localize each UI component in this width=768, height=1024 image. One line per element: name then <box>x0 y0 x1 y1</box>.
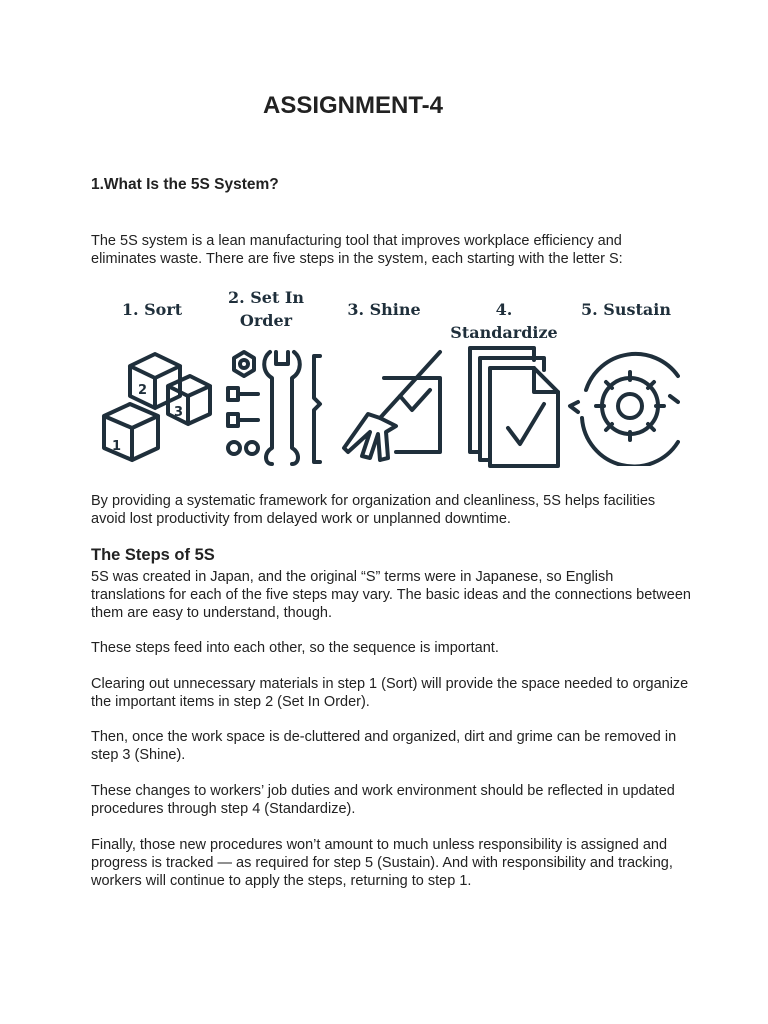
step-label-standardize: 4. Standardize <box>450 300 558 342</box>
body-paragraph-5: These changes to workers’ job duties and work environment should be reflected in updated procedures through step 4 (Standardize). <box>91 783 675 817</box>
body-paragraph-6: Finally, those new procedures won’t amount to much unless responsibility is assigned and progress is tracked — as required for step 5 (Sustain). And with responsibility and tracking, workers will continue to apply the steps, returning to step 1. <box>91 837 673 889</box>
step-label-shine: 3. Shine <box>347 300 421 319</box>
step-label-set-in-order: 2. Set In Order <box>227 288 305 330</box>
body-paragraph-1: 5S was created in Japan, and the original “S” terms were in Japanese, so English translations for each of the five steps may vary. The basic ideas and the connections between them are easy to understand, though. <box>91 569 691 621</box>
box-number-2: 2 <box>138 383 148 398</box>
steps-heading: The Steps of 5S <box>91 546 215 564</box>
body-paragraph-3: Clearing out unnecessary materials in step 1 (Sort) will provide the space needed to organize the important items in step 2 (Set In Order). <box>91 676 689 710</box>
intro-paragraph: The 5S system is a lean manufacturing tool that improves workplace efficiency and eliminates waste. There are five steps in the system, each starting with the letter S: <box>91 233 623 267</box>
gear-cycle-icon <box>566 346 680 466</box>
body-paragraph-4: Then, once the work space is de-cluttered and organized, dirt and grime can be removed in step 3 (Shine). <box>91 729 677 763</box>
framework-paragraph: By providing a systematic framework for organization and cleanliness, 5S helps facilities avoid lost productivity from delayed work or unplanned downtime. <box>91 493 656 527</box>
body-paragraph-2: These steps feed into each other, so the sequence is important. <box>91 640 499 656</box>
checklist-documents-icon <box>464 344 564 468</box>
box-number-1: 1 <box>112 439 122 454</box>
box-number-3: 3 <box>174 405 184 420</box>
question-heading: 1.What Is the 5S System? <box>91 176 279 193</box>
five-s-figure <box>96 284 680 474</box>
tools-icon <box>224 348 328 466</box>
step-label-sustain: 5. Sustain <box>581 300 671 319</box>
broom-icon <box>340 348 444 466</box>
boxes-icon <box>100 346 212 464</box>
page-title: ASSIGNMENT-4 <box>262 92 444 119</box>
step-label-sort: 1. Sort <box>121 300 183 319</box>
